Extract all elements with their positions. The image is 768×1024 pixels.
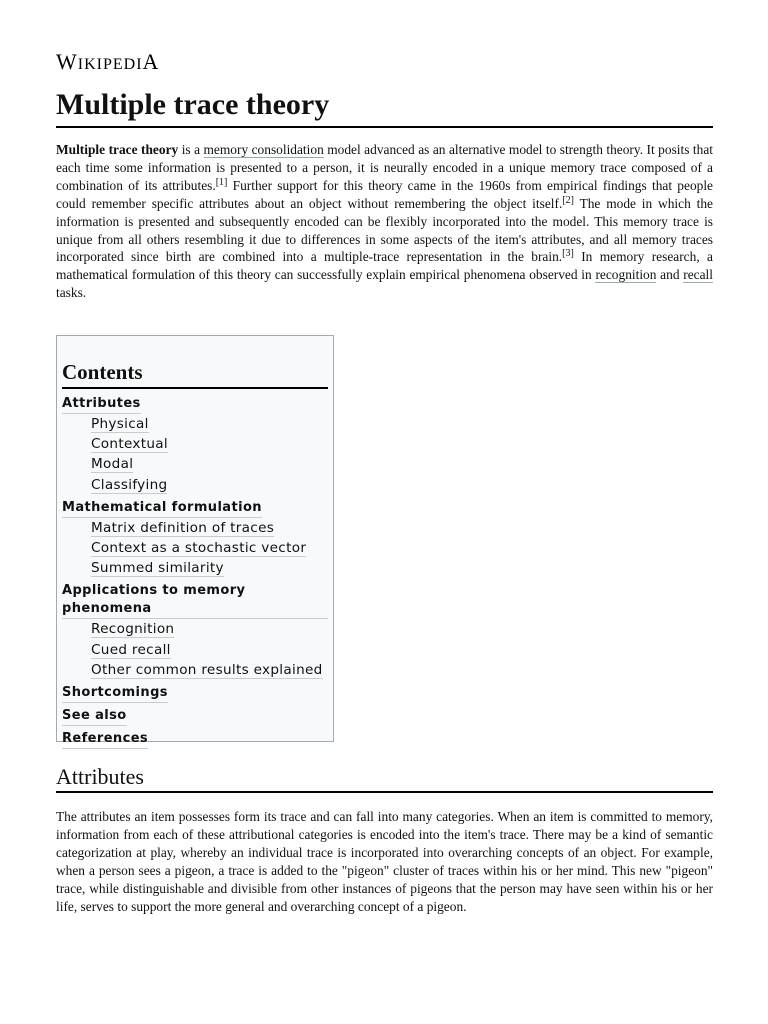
logo-initial: W [56,49,78,74]
logo-middle: IKIPEDI [77,56,143,73]
toc-section-see-also [62,707,328,726]
toc-subitem [91,538,328,558]
intro-bold-term: Multiple trace theory [56,142,179,157]
toc-link-attributes[interactable]: Attributes [62,395,141,414]
link-recall[interactable]: recall [683,267,713,283]
toc-list [62,395,328,749]
toc-link-modal[interactable]: Modal [91,456,134,473]
page-title: Multiple trace theory [56,86,713,128]
toc-subitem [91,558,328,578]
citation-ref-2[interactable]: [2] [562,194,574,206]
toc-link-shortcomings[interactable]: Shortcomings [62,684,168,703]
toc-link-context-stochastic-vector[interactable]: Context as a stochastic vector [91,540,307,557]
link-memory-consolidation[interactable]: memory consolidation [203,142,324,157]
toc-link-physical[interactable]: Physical [91,416,149,432]
intro-text: and [656,267,684,283]
intro-text: tasks. [56,285,87,301]
toc-subitem [91,414,328,434]
toc-link-contextual[interactable]: Contextual [91,436,168,453]
toc-section-references [62,730,328,749]
toc-subitem [91,518,328,538]
intro-text: The mode in which the information is presented and subsequently encoded can be flexibly incorporated into the model. This memory trace is unique from all others resembling it due to differences in some aspects of the item's attributes, and all memory traces incorporated since birth are combined into a multiple-trace representation in the brain. [56,195,713,265]
toc-link-classifying[interactable]: Classifying [91,476,168,493]
section-heading-attributes: Attributes [56,764,713,793]
toc-section-mathematical-formulation [62,499,328,579]
toc-title: Contents [62,358,328,389]
citation-ref-1[interactable]: [1] [215,176,228,188]
toc-link-references[interactable]: References [62,730,148,749]
wikipedia-logo[interactable] [56,49,159,75]
toc-link-other-results[interactable]: Other common results explained [91,661,323,678]
intro-text: Further support for this theory came in the 1960s from empirical findings that people could remember specific attributes about an object without remembering the object itself. [56,177,713,211]
link-recognition[interactable]: recognition [595,267,657,283]
toc-link-applications[interactable]: Applications to memory phenomena [62,582,328,619]
table-of-contents [56,335,334,747]
toc-link-summed-similarity[interactable]: Summed similarity [91,560,224,577]
intro-text: is a [178,142,204,157]
citation-ref-3[interactable]: [3] [562,248,574,260]
intro-text: In memory research, a mathematical formulation of this theory can successfully explain empirical phenomena observed in [56,249,713,283]
toc-subitem [91,434,328,454]
toc-subitem [91,454,328,474]
toc-sublist [62,518,328,579]
toc-section-shortcomings [62,684,328,703]
toc-subitem [91,619,328,639]
intro-paragraph [56,141,713,302]
attributes-paragraph: The attributes an item possesses form its trace and can fall into many categories. When an item is committed to memory, information from each of these attributional categories is encoded into the item's trace. There may be a kind of semantic categorization at play, whereby an individual trace is incorporated into overarching concepts of an object. For example, when a person sees a pigeon, a trace is added to the "pigeon" cluster of traces within his or her mind. This new "pigeon" trace, while distinguishable and divisible from other instances of pigeons that the person may have seen within his or her life, serves to support the more general and overarching concept of a pigeon. [56,809,713,914]
toc-link-matrix-definition[interactable]: Matrix definition of traces [91,519,275,536]
toc-section-applications [62,582,328,680]
toc-subitem [91,640,328,660]
toc-subitem [91,475,328,495]
toc-section-attributes [62,395,328,495]
toc-link-see-also[interactable]: See also [62,707,127,726]
logo-final: A [142,49,160,74]
toc-subitem [91,660,328,680]
intro-text: model advanced as an alternative model to strength theory. It posits that each time some information is presented to a person, it is neurally encoded in a unique memory trace composed of a combination of its attributes. [56,142,713,193]
toc-link-cued-recall[interactable]: Cued recall [91,641,171,658]
toc-link-recognition[interactable]: Recognition [91,621,175,638]
toc-sublist [62,619,328,680]
toc-link-mathematical-formulation[interactable]: Mathematical formulation [62,499,262,518]
toc-sublist [62,414,328,495]
